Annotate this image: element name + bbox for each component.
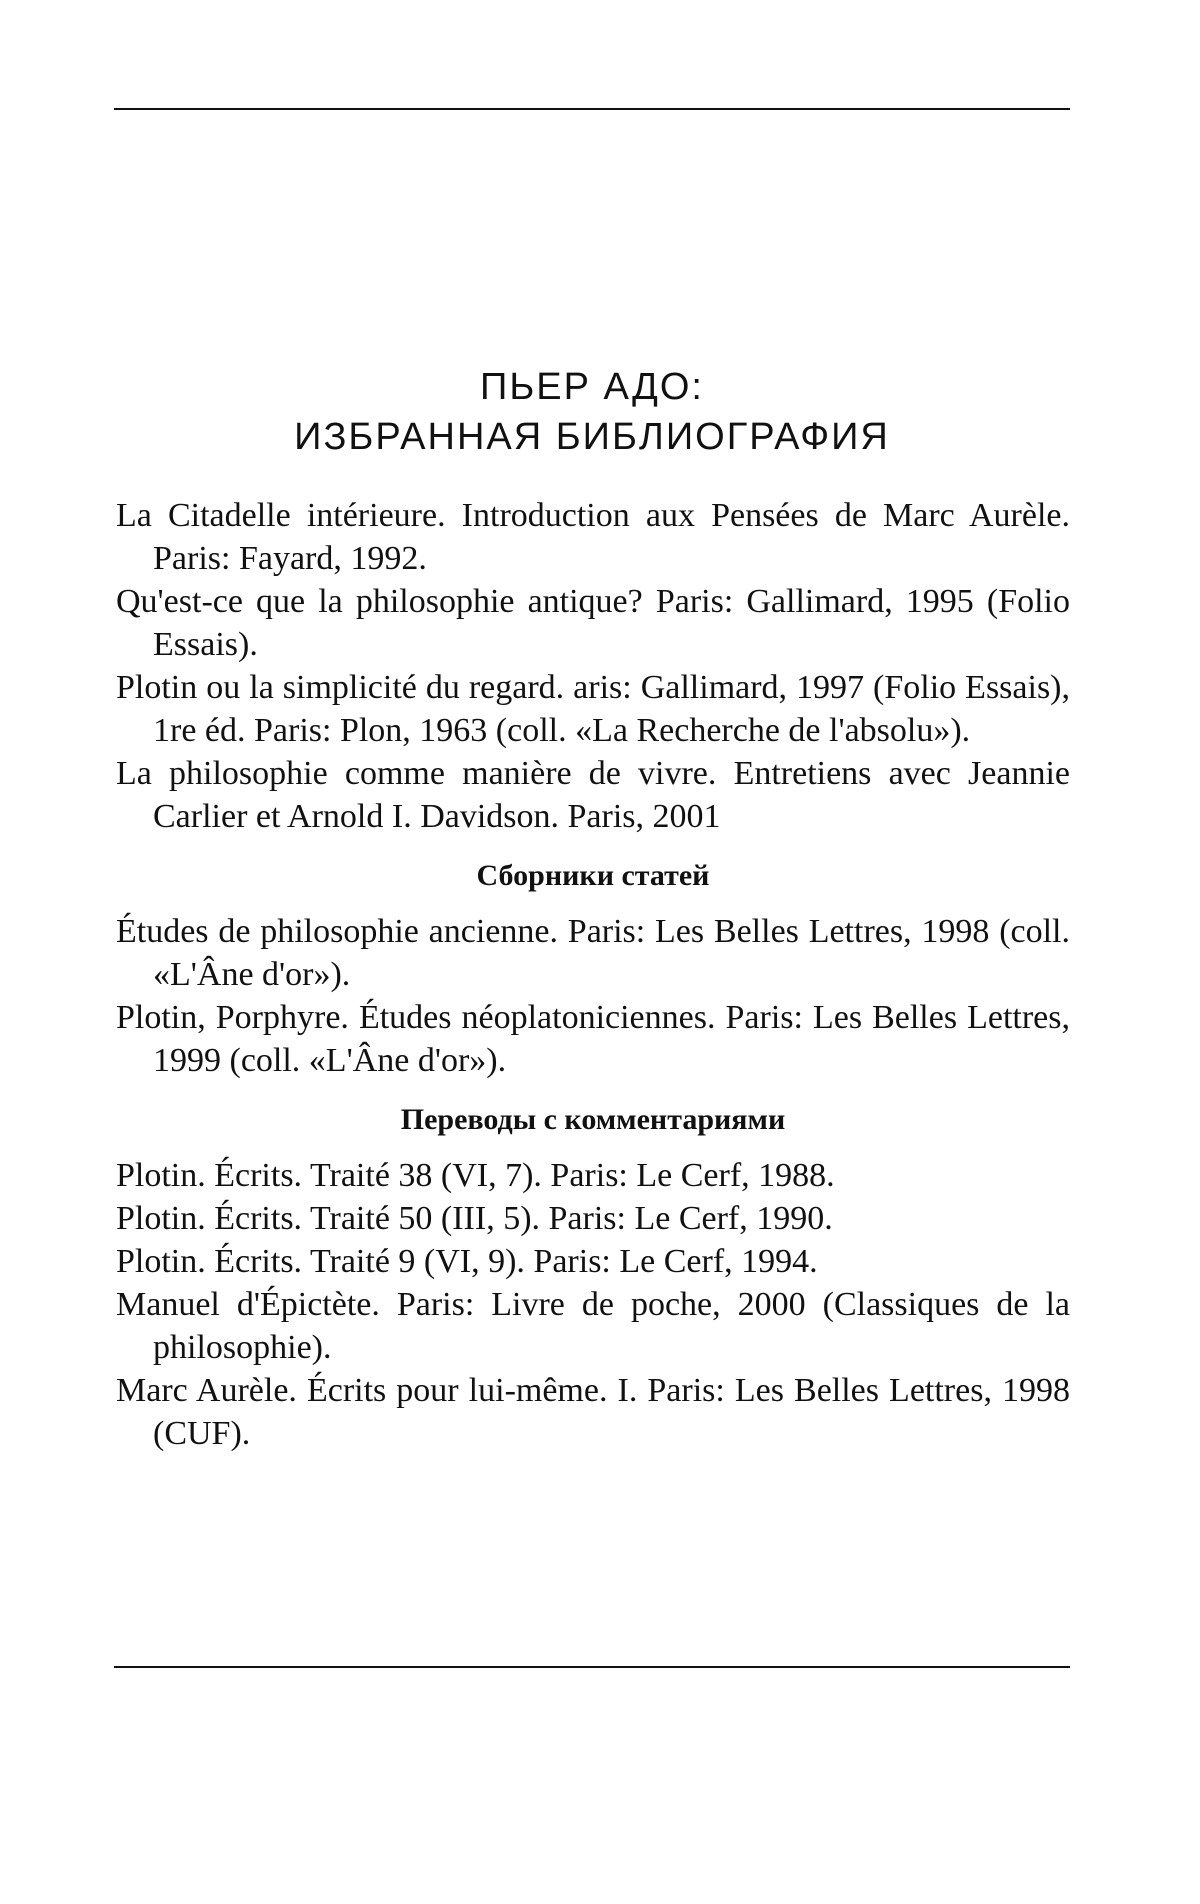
- bibliography-entry: Études de philosophie ancienne. Paris: Les Belles Lettres, 1998 (coll. «L'Âne d'or»).: [116, 913, 1070, 993]
- section-heading-translations: Переводы с комментариями: [400, 1103, 786, 1136]
- bibliography-entry: La philosophie comme manière de vivre. Entretiens avec Jeannie Carlier et Arnold I. Davidson. Paris, 2001: [116, 755, 1070, 835]
- bibliography-entry: Marc Aurèle. Écrits pour lui-même. I. Paris: Les Belles Lettres, 1998 (CUF).: [116, 1372, 1070, 1452]
- title-line-author: ПЬЕР АДО:: [480, 366, 704, 408]
- bibliography-entry: Qu'est-ce que la philosophie antique? Paris: Gallimard, 1995 (Folio Essais).: [116, 583, 1070, 663]
- bibliography: [116, 494, 1070, 1455]
- bibliography-entry: Plotin. Écrits. Traité 9 (VI, 9). Paris: Le Cerf, 1994.: [116, 1243, 818, 1280]
- top-rule: [114, 108, 1070, 110]
- bibliography-entry: Plotin ou la simplicité du regard. aris: Gallimard, 1997 (Folio Essais), 1re éd. Paris: Plon, 1963 (coll. «La Recherche de l'absolu»).: [116, 669, 1070, 749]
- page-title: [114, 362, 1070, 462]
- section-heading-collections: Сборники статей: [476, 859, 710, 892]
- title-line-subject: ИЗБРАННАЯ БИБЛИОГРАФИЯ: [294, 416, 890, 458]
- bibliography-entry: Manuel d'Épictète. Paris: Livre de poche, 2000 (Classiques de la philosophie).: [116, 1286, 1070, 1366]
- bibliography-entry: La Citadelle intérieure. Introduction aux Pensées de Marc Aurèle. Paris: Fayard, 1992.: [116, 497, 1070, 577]
- collections-list: [116, 910, 1070, 1082]
- bibliography-entry: Plotin, Porphyre. Études néoplatoniciennes. Paris: Les Belles Lettres, 1999 (coll. «L'Âne d'or»).: [116, 999, 1070, 1079]
- bottom-rule: [114, 1666, 1070, 1668]
- translations-list: [116, 1154, 1070, 1455]
- bibliography-entry: Plotin. Écrits. Traité 38 (VI, 7). Paris: Le Cerf, 1988.: [116, 1157, 835, 1194]
- main-works-list: [116, 494, 1070, 838]
- bibliography-entry: Plotin. Écrits. Traité 50 (III, 5). Paris: Le Cerf, 1990.: [116, 1200, 833, 1237]
